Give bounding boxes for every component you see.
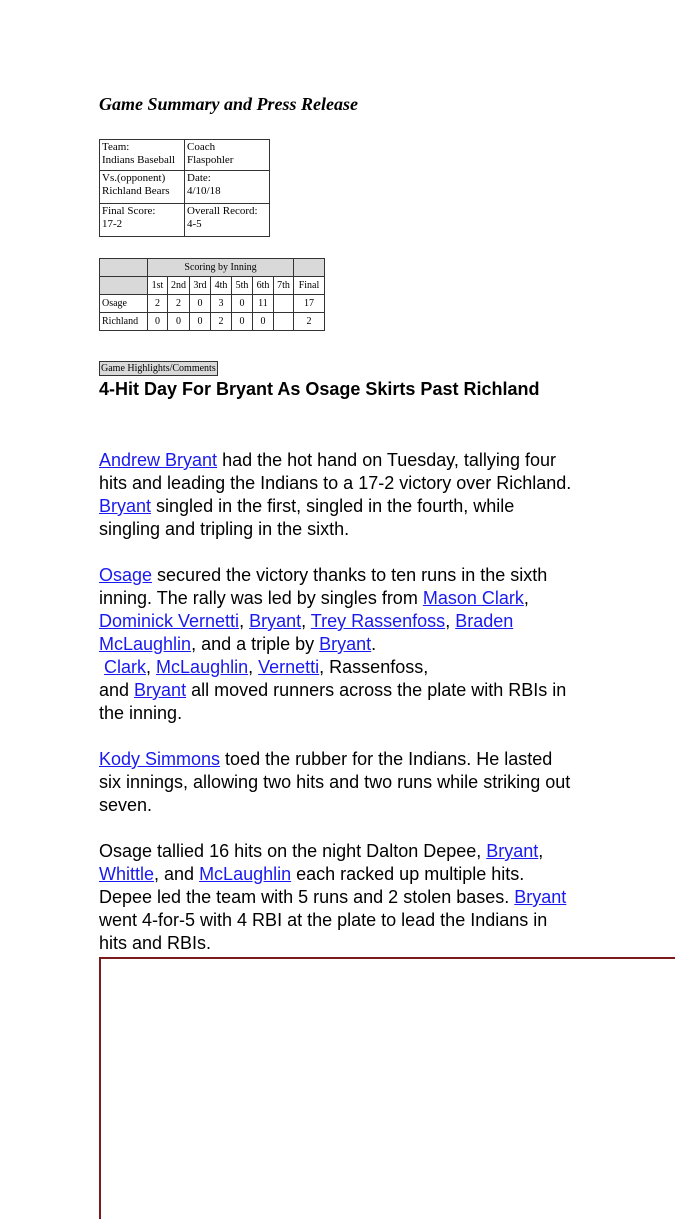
text-span: each racked up multiple hits. Depee led the team with 5 runs and 2 stolen bases. — [99, 864, 525, 907]
team-label: Team: — [102, 141, 130, 153]
coach-cell — [185, 140, 270, 171]
final-score-label: Final Score: — [102, 205, 156, 217]
inning-header: 1st — [148, 277, 168, 295]
text-span: , — [301, 611, 311, 631]
player-link[interactable]: Kody Simmons — [99, 749, 221, 769]
record-value: 4-5 — [187, 218, 202, 230]
article-body — [99, 449, 579, 978]
player-link[interactable]: Andrew Bryant — [99, 450, 218, 470]
text-span: . — [371, 634, 377, 654]
player-link[interactable]: Bryant — [319, 634, 372, 654]
text-span: all moved runners across the plate with RBIs in the inning. — [99, 680, 567, 723]
final-score: 17 — [294, 295, 325, 313]
player-link[interactable]: McLaughlin — [199, 864, 292, 884]
inning-header: 5th — [232, 277, 253, 295]
team-cell — [100, 140, 185, 171]
text-span: secured the victory thanks to ten runs in the sixth inning. The rally was led by singles from — [99, 565, 548, 608]
player-link[interactable]: Bryant — [134, 680, 187, 700]
team-value: Indians Baseball — [102, 154, 176, 166]
text-span: , — [239, 611, 250, 631]
text-span: , — [538, 841, 544, 861]
coach-label: Coach — [187, 141, 216, 153]
inning-header: 2nd — [168, 277, 190, 295]
inning-score: 0 — [232, 313, 253, 331]
inning-score: 2 — [168, 295, 190, 313]
table-row — [100, 313, 325, 331]
player-link[interactable]: Clark — [104, 657, 147, 677]
text-span: went 4-for-5 with 4 RBI at the plate to lead the Indians in hits and RBIs. — [99, 910, 548, 953]
inning-score: 0 — [253, 313, 274, 331]
player-link[interactable]: Dominick Vernetti — [99, 611, 240, 631]
paragraph-4 — [99, 840, 579, 955]
player-link[interactable]: Trey Rassenfoss — [310, 611, 446, 631]
coach-value: Flaspohler — [187, 154, 234, 166]
inning-score: 0 — [232, 295, 253, 313]
paragraph-3 — [99, 748, 579, 817]
final-header: Final — [294, 277, 325, 295]
opponent-cell — [100, 171, 185, 204]
final-score-value: 17-2 — [102, 218, 123, 230]
player-link[interactable]: Bryant — [514, 887, 567, 907]
scoring-header: Scoring by Inning — [148, 259, 294, 277]
team-name: Osage — [100, 295, 148, 313]
article-headline: 4-Hit Day For Bryant As Osage Skirts Past Richland — [99, 379, 540, 399]
table-row — [100, 295, 325, 313]
empty-frame — [99, 957, 675, 1219]
inning-score: 11 — [253, 295, 274, 313]
player-link[interactable]: Braden McLaughlin — [99, 611, 514, 654]
player-link[interactable]: Vernetti — [258, 657, 320, 677]
inning-header: 4th — [211, 277, 232, 295]
inning-header: 3rd — [190, 277, 211, 295]
text-span: , — [445, 611, 456, 631]
text-span: , and — [154, 864, 200, 884]
text-span: , — [523, 588, 529, 608]
text-span: had the hot hand on Tuesday, tallying four hits and leading the Indians to a 17-2 victory over Richland. — [99, 450, 572, 493]
scoring-table — [99, 258, 325, 331]
inning-score: 3 — [211, 295, 232, 313]
date-label: Date: — [187, 172, 211, 184]
opponent-label: Vs.(opponent) — [102, 172, 166, 184]
inning-header: 7th — [274, 277, 294, 295]
scoring-corner-right — [294, 259, 325, 277]
player-link[interactable]: McLaughlin — [156, 657, 249, 677]
final-score: 2 — [294, 313, 325, 331]
final-score-cell — [100, 204, 185, 237]
inning-score: 0 — [168, 313, 190, 331]
text-span: singled in the first, singled in the fourth, while singling and tripling in the sixth. — [99, 496, 515, 539]
player-link[interactable]: Mason Clark — [422, 588, 524, 608]
date-value: 4/10/18 — [187, 185, 221, 197]
date-cell — [185, 171, 270, 204]
inning-label-blank — [100, 277, 148, 295]
paragraph-1 — [99, 449, 579, 541]
inning-score: 0 — [190, 295, 211, 313]
text-span: , and a triple by — [191, 634, 320, 654]
page-title: Game Summary and Press Release — [99, 94, 358, 114]
text-span: , — [146, 657, 157, 677]
inning-score: 0 — [190, 313, 211, 331]
opponent-value: Richland Bears — [102, 185, 170, 197]
team-link[interactable]: Osage — [99, 565, 153, 585]
record-cell — [185, 204, 270, 237]
inning-score: 2 — [211, 313, 232, 331]
text-span: , Rassenfoss, — [319, 657, 429, 677]
player-link[interactable]: Bryant — [486, 841, 539, 861]
text-span: and — [99, 680, 135, 700]
paragraph-2 — [99, 564, 579, 725]
player-link[interactable]: Bryant — [99, 496, 152, 516]
inning-score — [274, 313, 294, 331]
player-link[interactable]: Bryant — [249, 611, 302, 631]
inning-score — [274, 295, 294, 313]
highlights-label: Game Highlights/Comments — [101, 363, 216, 374]
text-span: toed the rubber for the Indians. He lasted six innings, allowing two hits and two runs while striking out seven. — [99, 749, 571, 815]
text-span: Osage tallied 16 hits on the night Dalton Depee, — [99, 841, 487, 861]
inning-score: 2 — [148, 295, 168, 313]
game-info-table — [99, 139, 270, 237]
inning-score: 0 — [148, 313, 168, 331]
record-label: Overall Record: — [187, 205, 258, 217]
team-name: Richland — [100, 313, 148, 331]
inning-header: 6th — [253, 277, 274, 295]
scoring-corner-cell — [100, 259, 148, 277]
text-span: , — [248, 657, 259, 677]
player-link[interactable]: Whittle — [99, 864, 155, 884]
